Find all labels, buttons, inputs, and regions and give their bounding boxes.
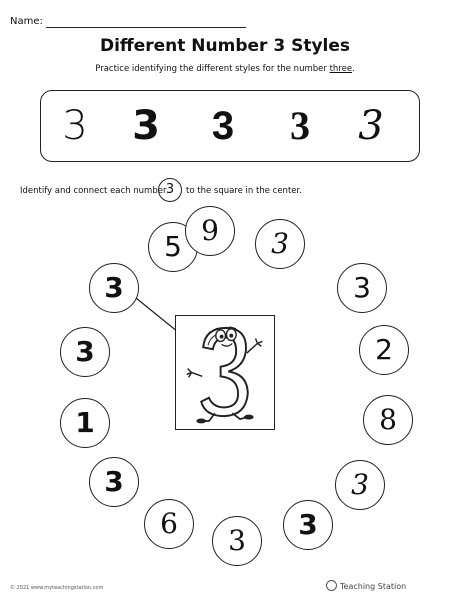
- center-square[interactable]: [175, 315, 275, 430]
- number-circle-6[interactable]: 6: [144, 499, 194, 549]
- number-circle-3-a[interactable]: 3: [255, 219, 305, 269]
- style-glyph-3: 3: [211, 104, 235, 148]
- number-circle-1[interactable]: 1: [60, 398, 110, 448]
- subtitle-text: Practice identifying the different styles for the number: [95, 64, 330, 74]
- number-circle-2[interactable]: 2: [359, 325, 409, 375]
- number-circle-3-c[interactable]: 3: [337, 263, 387, 313]
- subtitle-emphasis: three: [329, 64, 353, 74]
- instruction-text: Identify and connect each number: [20, 186, 167, 196]
- number-circle-3-e[interactable]: 3: [335, 460, 385, 510]
- style-glyph-1: 3: [62, 103, 88, 149]
- number-circle-3-h[interactable]: 3: [283, 500, 333, 550]
- instruction-circled-number: 3: [158, 178, 182, 202]
- number-circle-3-f[interactable]: 3: [89, 457, 139, 507]
- number-circle-8[interactable]: 8: [363, 395, 413, 445]
- name-label: Name:: [10, 16, 43, 27]
- number-circle-3-b[interactable]: 3: [89, 263, 139, 313]
- style-glyph-4: 3: [290, 103, 310, 148]
- page-title: Different Number 3 Styles: [99, 36, 351, 56]
- number-circle-3-d[interactable]: 3: [60, 327, 110, 377]
- subtitle-period: .: [352, 64, 355, 74]
- footer-copyright: © 2021 www.myteachingstation.com: [10, 585, 104, 591]
- cartoon-three-character-icon: [176, 316, 273, 428]
- instruction-text-after: to the square in the center.: [186, 186, 302, 196]
- number-circle-5[interactable]: 5: [148, 222, 198, 272]
- style-glyph-5: 3: [358, 103, 384, 149]
- footer-brand: Teaching Station: [340, 582, 407, 591]
- style-glyph-2: 3: [132, 103, 160, 149]
- teaching-station-logo-icon: [326, 580, 337, 591]
- number-circle-3-g[interactable]: 3: [212, 516, 262, 566]
- number-circle-9[interactable]: 9: [185, 206, 235, 256]
